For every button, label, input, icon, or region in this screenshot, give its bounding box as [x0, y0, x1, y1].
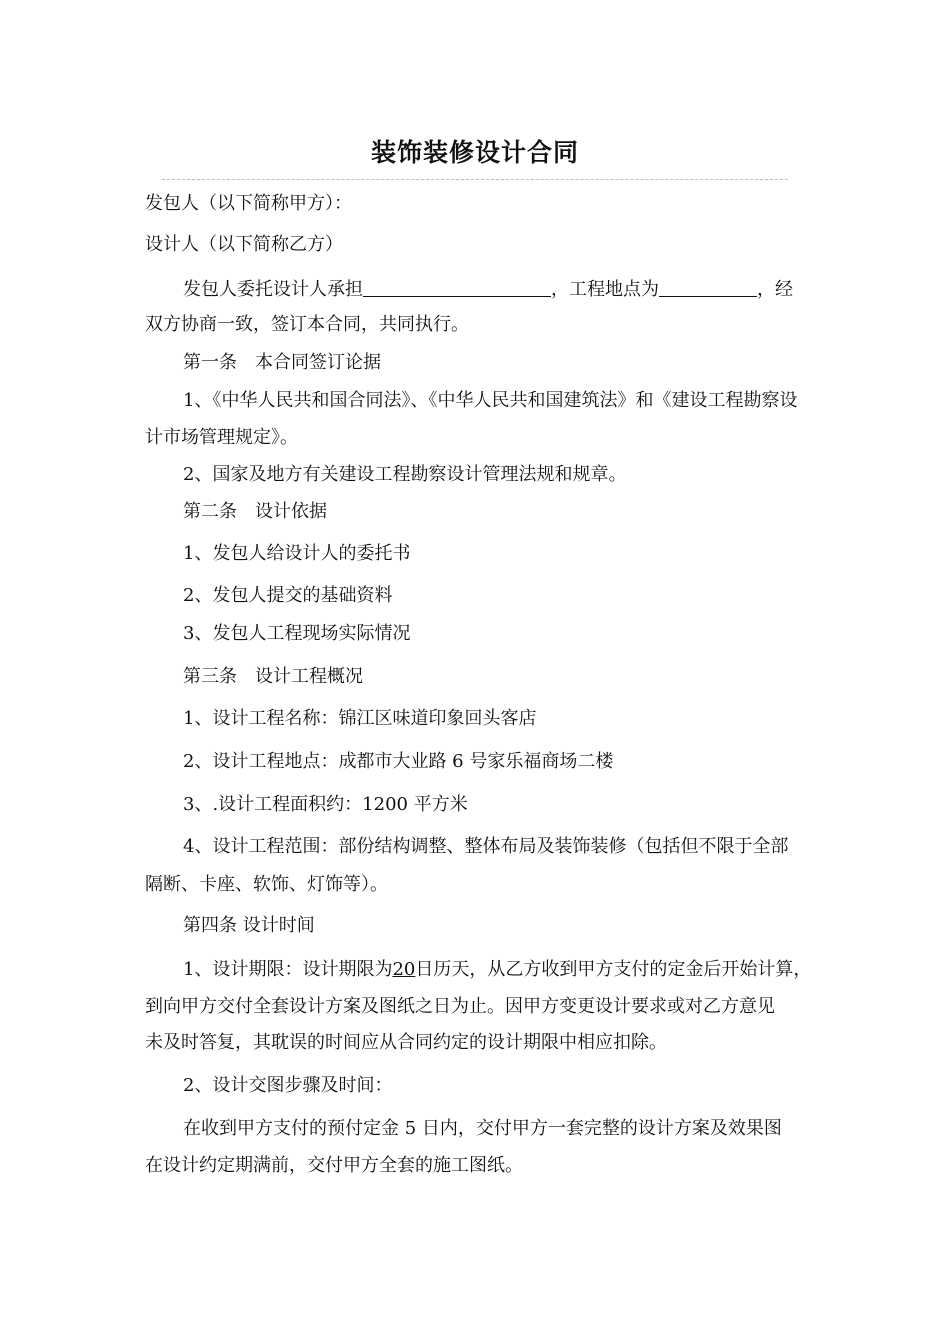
article1-item2: 2、国家及地方有关建设工程勘察设计管理法规和规章。: [183, 464, 627, 485]
article4-item2: 2、设计交图步骤及时间：: [183, 1075, 393, 1096]
title-divider: [162, 179, 788, 180]
article3-heading: 第三条 设计工程概况: [183, 666, 363, 687]
period-text-post: 日历天，从乙方收到甲方支付的定金后开始计算，: [415, 959, 812, 980]
article1-item1-line1: 1、《中华人民共和国合同法》、《中华人民共和国建筑法》和《建设工程勘察设: [183, 390, 798, 411]
article4-item1-line2: 到向甲方交付全套设计方案及图纸之日为止。因甲方变更设计要求或对乙方意见: [145, 996, 775, 1017]
article3-item4-line1: 4、设计工程范围：部份结构调整、整体布局及装饰装修（包括但不限于全部: [183, 836, 789, 857]
article2-item2: 2、发包人提交的基础资料: [183, 585, 393, 606]
article2-item1: 1、发包人给设计人的委托书: [183, 543, 411, 564]
article3-item3: 3、.设计工程面积约：1200 平方米: [183, 794, 468, 815]
article4-item1-line3: 未及时答复，其耽误的时间应从合同约定的设计期限中相应扣除。: [145, 1032, 667, 1053]
document-title: 装饰装修设计合同: [370, 138, 579, 167]
article4-item2-line1: 在收到甲方支付的预付定金 5 日内，交付甲方一套完整的设计方案及效果图: [183, 1118, 782, 1139]
intro-text-1: 发包人委托设计人承担: [183, 279, 363, 300]
article2-item3: 3、发包人工程现场实际情况: [183, 623, 411, 644]
article4-heading: 第四条 设计时间: [183, 915, 315, 936]
intro-line-2: 双方协商一致，签订本合同，共同执行。: [145, 314, 469, 335]
intro-text-3: ，经: [757, 279, 793, 300]
article4-item1-line1: [183, 959, 811, 981]
article3-item1: 1、设计工程名称：锦江区味道印象回头客店: [183, 708, 537, 729]
article3-item2: 2、设计工程地点：成都市大业路 6 号家乐福商场二楼: [183, 751, 614, 772]
project-blank: [363, 278, 551, 297]
party-a-line: 发包人（以下简称甲方）：: [145, 193, 352, 214]
intro-text-2: ，工程地点为: [551, 279, 659, 300]
location-blank: [659, 278, 757, 297]
intro-line-1: [183, 278, 793, 301]
period-text-pre: 1、设计期限：设计期限为: [183, 959, 393, 980]
article4-item2-line2: 在设计约定期满前，交付甲方全套的施工图纸。: [145, 1155, 523, 1176]
article1-heading: 第一条 本合同签订论据: [183, 352, 381, 373]
article3-item4-line2: 隔断、卡座、软饰、灯饰等）。: [145, 874, 388, 895]
period-days: 20: [392, 959, 416, 980]
article2-heading: 第二条 设计依据: [183, 501, 327, 522]
party-b-line: 设计人（以下简称乙方）: [145, 234, 343, 255]
article1-item1-line2: 计市场管理规定》。: [145, 427, 298, 448]
